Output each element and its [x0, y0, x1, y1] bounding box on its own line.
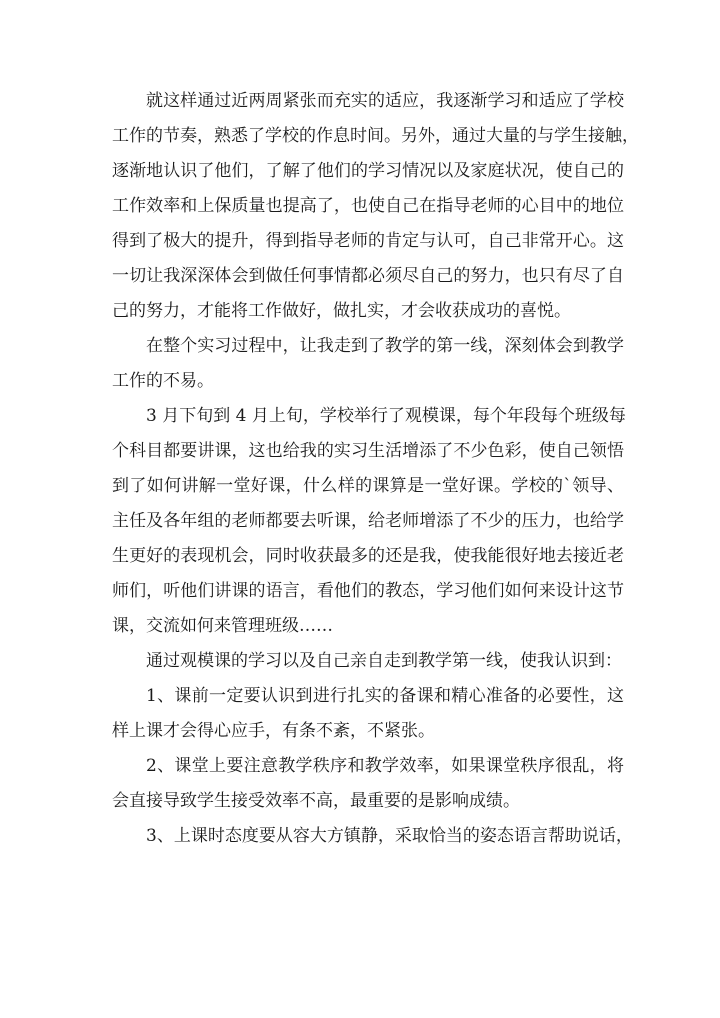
text-line: 师们，听他们讲课的语言，看他们的教态，学习他们如何来设计这节 [112, 581, 624, 601]
text-line: 逐渐地认识了他们，了解了他们的学习情况以及家庭状况，使自己的 [112, 161, 624, 181]
document-body [112, 84, 639, 854]
text-line: 通过观模课的学习以及自己亲自走到教学第一线，使我认识到： [146, 651, 622, 671]
text-line: 主任及各年组的老师都要去听课，给老师增添了不少的压力，也给学 [112, 511, 624, 531]
text-line: 样上课才会得心应手，有条不紊，不紧张。 [112, 721, 435, 741]
text-line: 工作的不易。 [112, 371, 214, 391]
text-line: 到了如何讲解一堂好课，什么样的课算是一堂好课。学校的`领导、 [112, 476, 624, 496]
paragraph-observation-class [112, 399, 624, 644]
list-item-1 [112, 679, 624, 749]
paragraph-realization-intro [112, 644, 624, 679]
text-line: 3 月下旬到 4 月上旬，学校举行了观模课，每个年段每个班级每 [146, 406, 626, 426]
text-line: 会直接导致学生接受效率不高，最重要的是影响成绩。 [112, 791, 520, 811]
text-line: 课，交流如何来管理班级…… [112, 616, 333, 636]
text-line: 2、课堂上要注意教学秩序和教学效率，如果课堂秩序很乱，将 [146, 756, 624, 776]
text-line: 一切让我深深体会到做任何事情都必须尽自己的努力，也只有尽了自 [112, 266, 624, 286]
text-line: 生更好的表现机会，同时收获最多的还是我，使我能很好地去接近老 [112, 546, 624, 566]
text-line: 工作效率和上保质量也提高了，也使自己在指导老师的心目中的地位 [112, 196, 624, 216]
text-line: 3、上课时态度要从容大方镇静，采取恰当的姿态语言帮助说话， [146, 826, 633, 846]
list-item-3 [112, 819, 633, 854]
text-line: 就这样通过近两周紧张而充实的适应，我逐渐学习和适应了学校 [146, 91, 624, 111]
text-line: 己的努力，才能将工作做好，做扎实，才会收获成功的喜悦。 [112, 301, 571, 321]
paragraph-frontline [112, 329, 624, 399]
text-line: 得到了极大的提升，得到指导老师的肯定与认可，自己非常开心。这 [112, 231, 624, 251]
text-line: 在整个实习过程中，让我走到了教学的第一线，深刻体会到教学 [146, 336, 624, 356]
paragraph-adaptation [112, 84, 639, 329]
text-line: 工作的节奏，熟悉了学校的作息时间。另外，通过大量的与学生接触， [112, 126, 639, 146]
text-line: 1、课前一定要认识到进行扎实的备课和精心准备的必要性，这 [146, 686, 624, 706]
list-item-2 [112, 749, 624, 819]
text-line: 个科目都要讲课，这也给我的实习生活增添了不少色彩，使自己领悟 [112, 441, 624, 461]
